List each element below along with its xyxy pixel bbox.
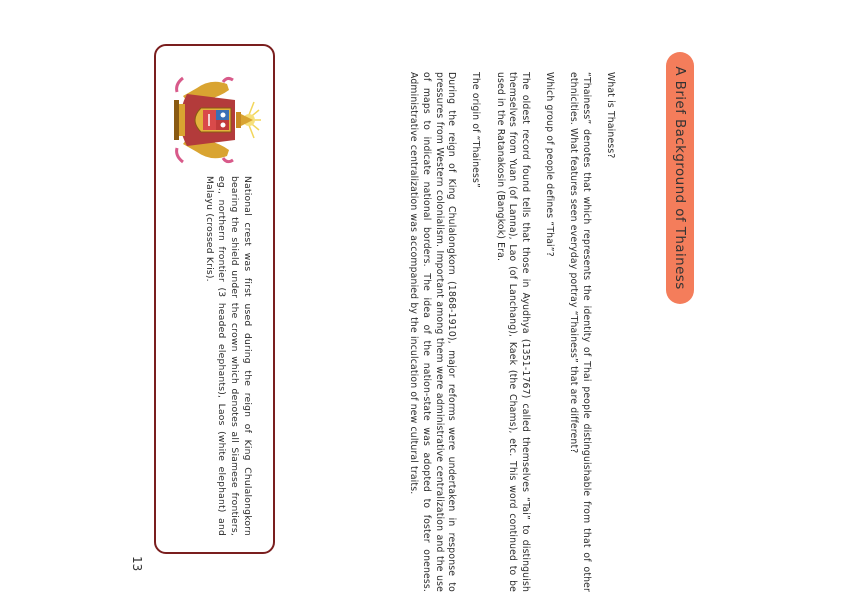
crest-caption: National crest was first used during the reign of King Chulalongkorn bearing the shield under the crown which denotes all Siamese frontiers, eg., northern frontier (3 headed elephants), Laos (white elephant) and Malayu (crossed Kris). bbox=[203, 176, 253, 536]
heading-which-group: Which group of people defines “Thai”? bbox=[544, 72, 556, 257]
page-title: A Brief Background of Thainess bbox=[666, 52, 694, 304]
paragraph-oldest-record: The oldest record found tells that those in Ayudhya (1351-1767) called themselves “Tai” to distinguish themselves from Yuan (of Lanna), Lao (of Lanchang), Kaek (the Chams), etc. This word continued to be used in the Ratanakosin (Bangkok) Era. bbox=[494, 72, 531, 592]
body-text bbox=[395, 72, 616, 592]
paragraph-thainess-definition: “Thainess” denotes that which represents the identity of Thai people distinguishable from that of other ethnicities. What features seen everyday portray “Thainess” that are different? bbox=[568, 72, 592, 592]
national-crest-image bbox=[163, 70, 263, 170]
paragraph-reforms: During the reign of King Chulalongkorn (1868-1910), major reforms were undertaken in response to pressures from Western colonialism. Important among them were administrative centralization and the use of maps to indicate national borders. The idea of the nation-state was adopted to foster oneness. Administrative centralization was accompanied by the inculcation of new cultural traits. bbox=[408, 72, 458, 592]
page-number: 13 bbox=[130, 556, 144, 572]
heading-what-is-thainess: What is Thainess? bbox=[605, 72, 616, 159]
heading-origin: The origin of “Thainess” bbox=[470, 72, 482, 188]
crest-frame bbox=[154, 44, 275, 554]
